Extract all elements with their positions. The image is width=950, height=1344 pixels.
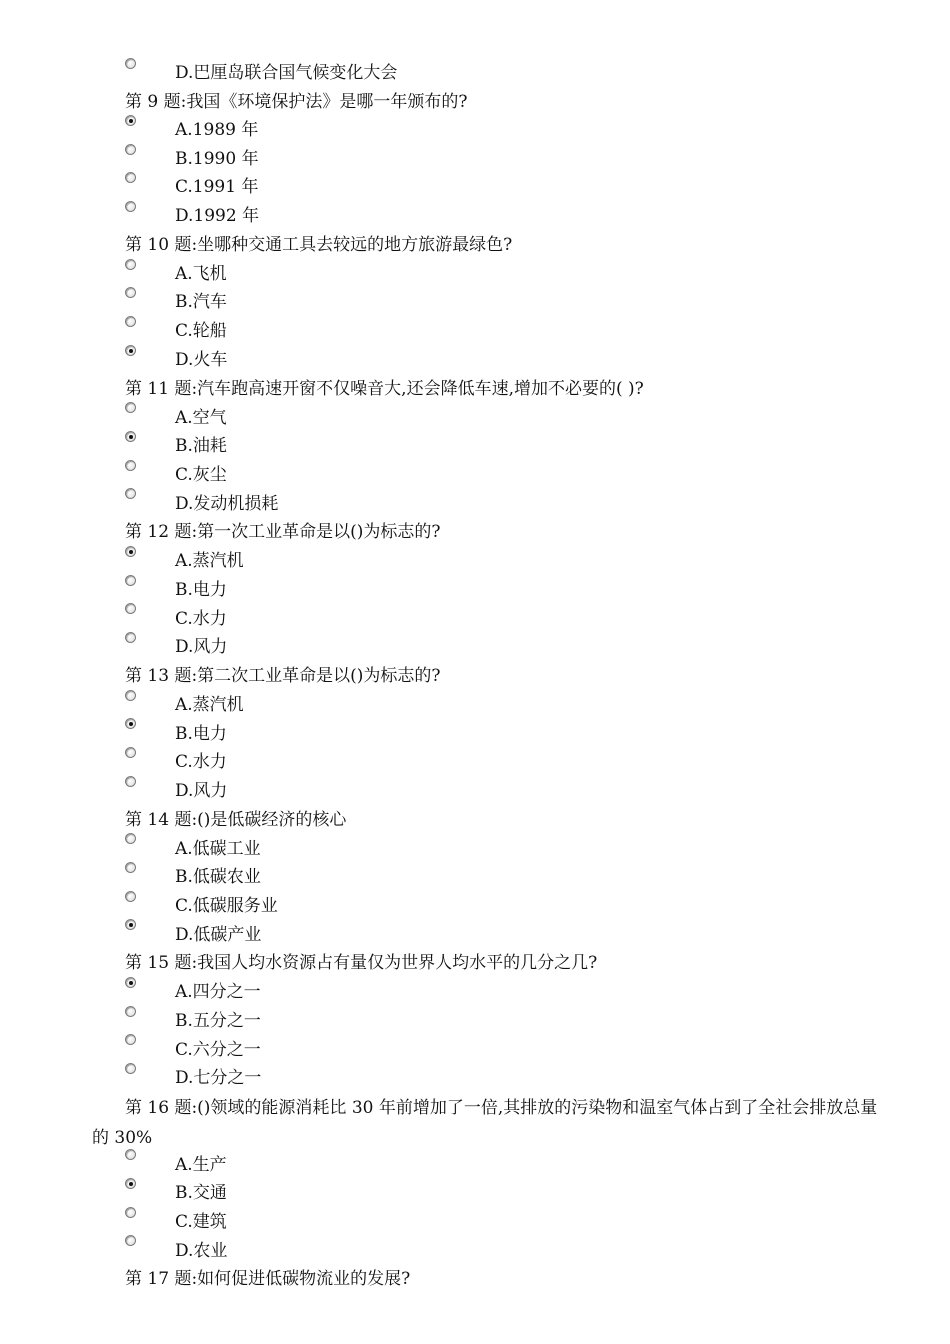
question-17: 第 17 题:如何促进低碳物流业的发展? <box>125 1269 411 1289</box>
radio-q9-a[interactable] <box>125 115 136 126</box>
option-q12-b: B.电力 <box>175 580 227 600</box>
option-q12-d: D.风力 <box>175 637 228 657</box>
radio-q11-c[interactable] <box>125 460 136 471</box>
radio-q14-a[interactable] <box>125 833 136 844</box>
option-q8-d: D.巴厘岛联合国气候变化大会 <box>175 63 398 83</box>
radio-q16-b[interactable] <box>125 1178 136 1189</box>
radio-q12-c[interactable] <box>125 603 136 614</box>
option-q9-a: A.1989 年 <box>175 120 259 140</box>
radio-q9-d[interactable] <box>125 201 136 212</box>
option-q10-a: A.飞机 <box>175 264 227 284</box>
radio-q15-a[interactable] <box>125 977 136 988</box>
option-q13-c: C.水力 <box>175 752 227 772</box>
radio-q11-d[interactable] <box>125 488 136 499</box>
radio-q15-c[interactable] <box>125 1034 136 1045</box>
option-q9-b: B.1990 年 <box>175 149 259 169</box>
radio-q14-c[interactable] <box>125 891 136 902</box>
option-q14-a: A.低碳工业 <box>175 839 261 859</box>
radio-q15-b[interactable] <box>125 1006 136 1017</box>
option-q12-a: A.蒸汽机 <box>175 551 244 571</box>
option-q16-b: B.交通 <box>175 1183 227 1203</box>
radio-q13-c[interactable] <box>125 747 136 758</box>
option-q13-a: A.蒸汽机 <box>175 695 244 715</box>
option-q12-c: C.水力 <box>175 609 227 629</box>
option-q15-d: D.七分之一 <box>175 1068 262 1088</box>
question-12: 第 12 题:第一次工业革命是以()为标志的? <box>125 522 441 542</box>
option-q9-c: C.1991 年 <box>175 177 259 197</box>
radio-q12-a[interactable] <box>125 546 136 557</box>
radio-q14-b[interactable] <box>125 862 136 873</box>
radio-q13-a[interactable] <box>125 690 136 701</box>
option-q14-c: C.低碳服务业 <box>175 896 278 916</box>
option-q14-d: D.低碳产业 <box>175 925 262 945</box>
option-q11-b: B.油耗 <box>175 436 227 456</box>
radio-q14-d[interactable] <box>125 919 136 930</box>
radio-q16-a[interactable] <box>125 1149 136 1160</box>
option-q16-d: D.农业 <box>175 1241 228 1261</box>
question-11: 第 11 题:汽车跑高速开窗不仅噪音大,还会降低车速,增加不必要的( )? <box>125 379 644 399</box>
radio-q10-a[interactable] <box>125 259 136 270</box>
radio-q8-d[interactable] <box>125 58 136 69</box>
radio-q12-d[interactable] <box>125 632 136 643</box>
option-q13-d: D.风力 <box>175 781 228 801</box>
radio-q16-c[interactable] <box>125 1207 136 1218</box>
radio-q10-b[interactable] <box>125 287 136 298</box>
option-q15-b: B.五分之一 <box>175 1011 261 1031</box>
question-13: 第 13 题:第二次工业革命是以()为标志的? <box>125 666 441 686</box>
radio-q11-b[interactable] <box>125 431 136 442</box>
radio-q15-d[interactable] <box>125 1063 136 1074</box>
radio-q12-b[interactable] <box>125 575 136 586</box>
radio-q13-b[interactable] <box>125 718 136 729</box>
option-q16-c: C.建筑 <box>175 1212 227 1232</box>
option-q15-a: A.四分之一 <box>175 982 261 1002</box>
question-16: 第 16 题:()领域的能源消耗比 30 年前增加了一倍,其排放的污染物和温室气体占到了全社会排放总量的 30% <box>92 1098 878 1148</box>
option-q11-d: D.发动机损耗 <box>175 494 279 514</box>
question-14: 第 14 题:()是低碳经济的核心 <box>125 810 347 830</box>
radio-q10-c[interactable] <box>125 316 136 327</box>
radio-q9-c[interactable] <box>125 172 136 183</box>
option-q11-c: C.灰尘 <box>175 465 227 485</box>
question-9: 第 9 题:我国《环境保护法》是哪一年颁布的? <box>125 92 468 112</box>
option-q14-b: B.低碳农业 <box>175 867 261 887</box>
radio-q10-d[interactable] <box>125 345 136 356</box>
radio-q13-d[interactable] <box>125 776 136 787</box>
option-q13-b: B.电力 <box>175 724 227 744</box>
question-10: 第 10 题:坐哪种交通工具去较远的地方旅游最绿色? <box>125 235 513 255</box>
option-q10-d: D.火车 <box>175 350 228 370</box>
option-q16-a: A.生产 <box>175 1155 227 1175</box>
option-q15-c: C.六分之一 <box>175 1040 261 1060</box>
option-q10-c: C.轮船 <box>175 321 227 341</box>
option-q11-a: A.空气 <box>175 408 227 428</box>
radio-q16-d[interactable] <box>125 1235 136 1246</box>
option-q10-b: B.汽车 <box>175 292 227 312</box>
radio-q9-b[interactable] <box>125 144 136 155</box>
radio-q11-a[interactable] <box>125 402 136 413</box>
option-q9-d: D.1992 年 <box>175 206 260 226</box>
question-15: 第 15 题:我国人均水资源占有量仅为世界人均水平的几分之几? <box>125 953 598 973</box>
